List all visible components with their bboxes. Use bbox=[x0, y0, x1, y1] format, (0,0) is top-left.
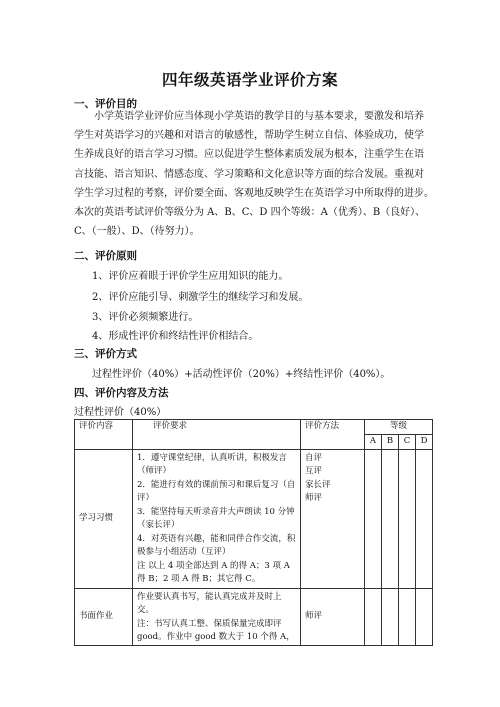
section1-paragraph bbox=[74, 107, 436, 241]
grade-a: A bbox=[365, 435, 382, 450]
evaluation-method-text: 过程性评价（40%）+活动性评价（20%）+终结性评价（40%）。 bbox=[92, 369, 391, 380]
paragraph-line: 生养成良好的语言学习习惯。应以促进学生整体素质发展为根本，注重学生在语 bbox=[74, 149, 424, 161]
principle-item: 2、评价应能引导、刺激学生的继续学习和发展。 bbox=[92, 292, 309, 303]
grade-cell bbox=[365, 449, 382, 588]
requirement-line: 作业要认真书写，能认真完成并及时上交。 bbox=[137, 591, 282, 615]
section4-heading: 四、评价内容及方法 bbox=[74, 387, 169, 399]
requirement-line: 注：书写认真工整、保质保量完成即评 good。作业中 good 数大于 10 个得 A， bbox=[137, 618, 295, 642]
process-evaluation-subheading: 过程性评价（40%） bbox=[74, 407, 167, 418]
row-method bbox=[301, 449, 365, 588]
paragraph-line: 小学英语学业评价应当体现小学英语的教学目的与基本要求，要激发和培养 bbox=[94, 111, 424, 122]
grade-cell bbox=[382, 588, 399, 645]
grade-cell bbox=[416, 588, 433, 645]
method-line: 互评 bbox=[305, 466, 323, 476]
method-line: 家长评 bbox=[305, 479, 331, 490]
table-row bbox=[75, 588, 433, 645]
table-row bbox=[75, 449, 433, 588]
evaluation-table bbox=[74, 419, 433, 646]
header-grade: 等级 bbox=[365, 420, 433, 435]
grade-cell bbox=[416, 449, 433, 588]
paragraph-line: 学生对英语学习的兴趣和对语言的敏感性，帮助学生树立自信、体验成功，使学 bbox=[74, 130, 424, 142]
principle-item: 4、形成性评价和终结性评价相结合。 bbox=[92, 331, 259, 342]
row-content: 书面作业 bbox=[75, 588, 133, 645]
row-method bbox=[301, 588, 365, 645]
grade-b: B bbox=[382, 435, 399, 450]
grade-cell bbox=[399, 449, 416, 588]
method-line: 自评 bbox=[305, 452, 323, 463]
section1-heading: 一、评价目的 bbox=[74, 98, 137, 110]
table-header-row bbox=[75, 420, 433, 435]
requirement-line: 2．能进行有效的课前预习和课后复习（自评） bbox=[137, 479, 296, 503]
grade-cell bbox=[365, 588, 382, 645]
grade-cell bbox=[382, 449, 399, 588]
grade-d: D bbox=[416, 435, 433, 450]
method-line: 师评 bbox=[305, 493, 323, 503]
requirement-line: 3．能坚持每天听录音并大声朗读 10 分钟（家长评） bbox=[137, 506, 295, 530]
requirement-line: 注 以上 4 项全部达到 A 的得 A；3 项 A 得 B；2 项 A 得 B；其它得 C。 bbox=[137, 560, 290, 584]
requirement-line: 4．对英语有兴趣，能和同伴合作交流，积极参与小组活动（互评） bbox=[137, 533, 296, 557]
method-line: 师评 bbox=[305, 610, 323, 621]
principle-item: 1、评价应着眼于评价学生应用知识的能力。 bbox=[92, 271, 289, 282]
row-content: 学习习惯 bbox=[75, 449, 133, 588]
section3-heading: 三、评价方式 bbox=[74, 348, 137, 360]
header-requirement: 评价要求 bbox=[133, 420, 301, 450]
paragraph-line: 学生学习过程的考察，评价要全面、客观地反映学生在英语学习中所取得的进步。 bbox=[74, 187, 434, 199]
grade-cell bbox=[399, 588, 416, 645]
section2-heading: 二、评价原则 bbox=[74, 250, 137, 262]
document-title: 四年级英语学业评价方案 bbox=[161, 70, 338, 89]
principle-item: 3、评价必须频繁进行。 bbox=[92, 312, 199, 323]
row-requirement bbox=[133, 588, 301, 645]
row-requirement bbox=[133, 449, 301, 588]
header-method: 评价方法 bbox=[301, 420, 365, 450]
paragraph-line: C、（一般）、D、（待努力）。 bbox=[74, 226, 200, 238]
requirement-line: 1．遵守课堂纪律，认真听讲，积极发言（师评） bbox=[137, 452, 287, 476]
paragraph-line: 言技能、语言知识、情感态度、学习策略和文化意识等方面的综合发展。重视对 bbox=[74, 168, 424, 180]
header-content: 评价内容 bbox=[75, 420, 133, 450]
grade-c: C bbox=[399, 435, 416, 450]
paragraph-line: 本次的英语考试评价等级分为 A、B、C、D 四个等级：A（优秀）、B（良好）、 bbox=[74, 207, 426, 219]
